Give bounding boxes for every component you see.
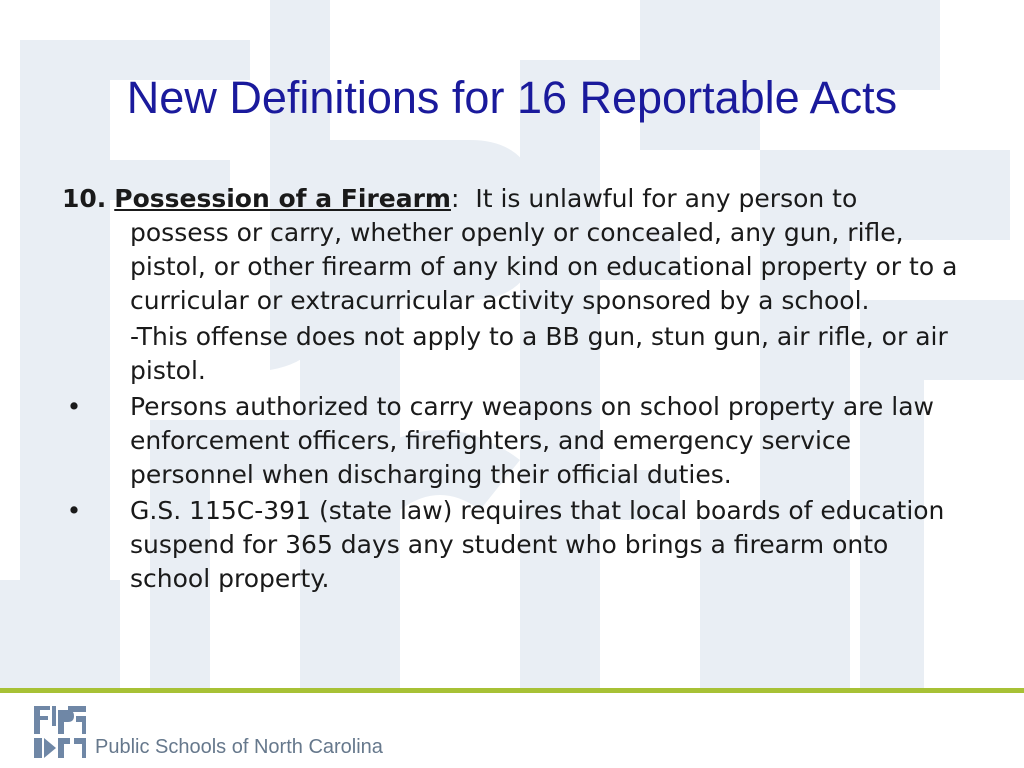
bullet-icon: • xyxy=(66,496,82,525)
footer-divider xyxy=(0,688,1024,693)
slide-body xyxy=(62,182,962,596)
bullet-icon: • xyxy=(66,392,82,421)
item-definition: It is unlawful for any person to possess or carry, whether openly or concealed, any gun, rifle, pistol, or other firearm of any kind on educational property or to a curricular or extracurricular activity sponsored by a school. xyxy=(130,184,958,315)
footer-org-name: Public Schools of North Carolina xyxy=(95,736,383,758)
bullet-item xyxy=(62,390,962,492)
bullet-item xyxy=(62,494,962,596)
bullet-text: Persons authorized to carry weapons on school property are law enforcement officers, firefighters, and emergency service personnel when discharging their official duties. xyxy=(130,392,934,489)
definition-item xyxy=(62,182,962,318)
bullet-text: G.S. 115C-391 (state law) requires that local boards of education suspend for 365 days any student who brings a firearm onto school property. xyxy=(130,496,945,593)
dpi-logo-icon xyxy=(32,704,88,760)
item-term: Possession of a Firearm xyxy=(114,184,451,213)
slide-title: New Definitions for 16 Reportable Acts xyxy=(126,72,898,123)
definition-note: -This offense does not apply to a BB gun, stun gun, air rifle, or air pistol. xyxy=(130,322,948,385)
item-number: 10. xyxy=(62,184,107,213)
item-separator: : xyxy=(450,184,460,213)
